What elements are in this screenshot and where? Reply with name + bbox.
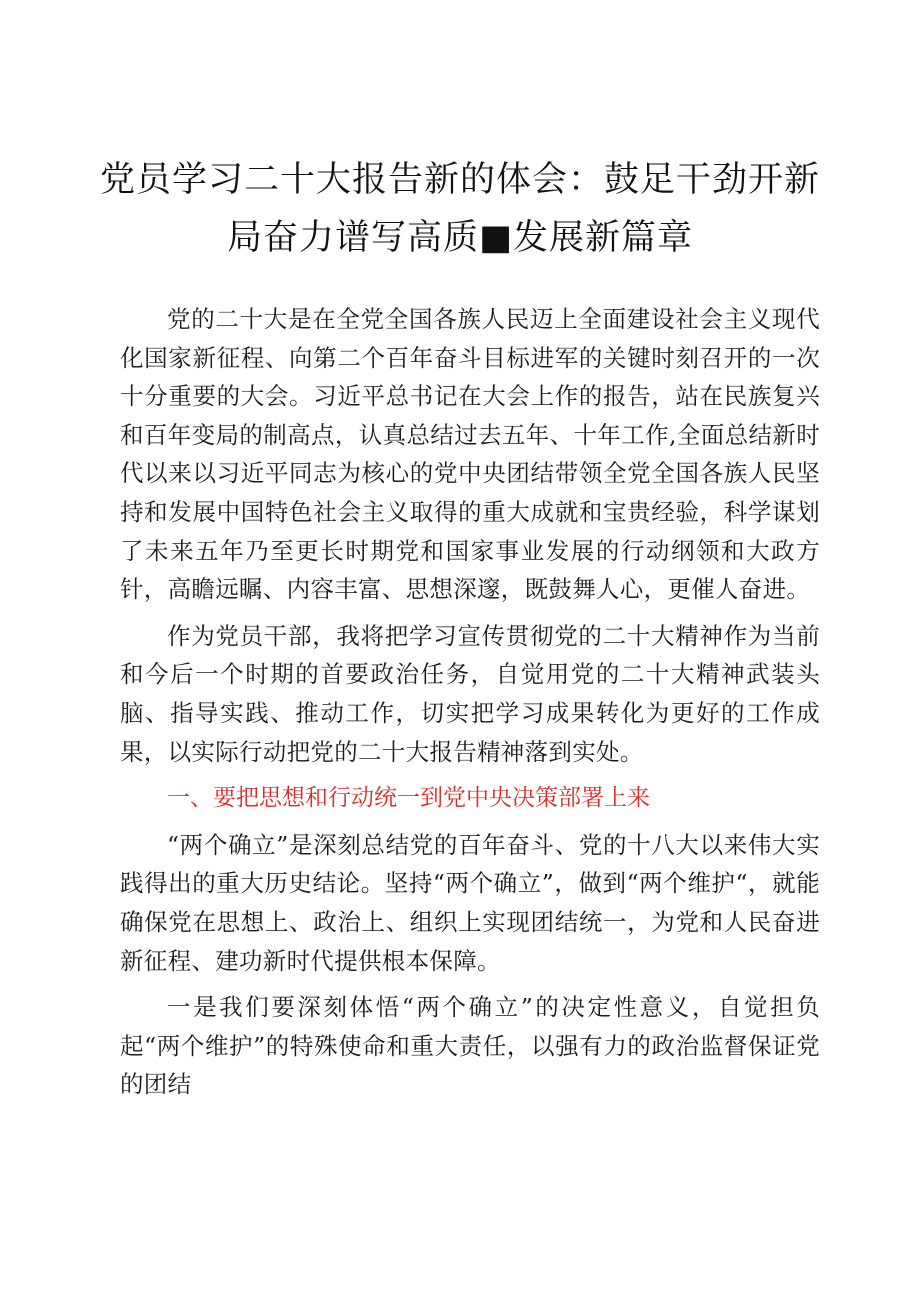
paragraph-first-point: 一是我们要深刻体悟“两个确立”的决定性意义，自觉担负起“两个维护”的特殊使命和重大责任，以强有力的政治监督保证党的团结 <box>120 993 820 1099</box>
document-body <box>120 300 820 1104</box>
paragraph-commitment: 作为党员干部，我将把学习宣传贯彻党的二十大精神作为当前和今后一个时期的首要政治任务，自觉用党的二十大精神武装头脑、指导实践、推动工作，切实把学习成果转化为更好的工作成果，以实际行动把党的二十大报告精神落到实处。 <box>120 621 820 766</box>
title-line-1: 党员学习二十大报告新的体会：鼓足干劲开新 <box>100 160 821 200</box>
title-line-2: 局奋力谱写高质■发展新篇章 <box>226 218 694 258</box>
document-title <box>100 151 820 267</box>
section-heading: 一、要把思想和行动统一到党中央决策部署上来 <box>167 785 650 812</box>
paragraph-two-establishments: “两个确立”是深刻总结党的百年奋斗、党的十八大以来伟大实践得出的重大历史结论。坚持“两个确立”，做到“两个维护“，就能确保党在思想上、政治上、组织上实现团结统一，为党和人民奋进新征程、建功新时代提供根本保障。 <box>120 830 820 975</box>
paragraph-intro: 党的二十大是在全党全国各族人民迈上全面建设社会主义现代化国家新征程、向第二个百年奋斗目标进军的关键时刻召开的一次十分重要的大会。习近平总书记在大会上作的报告，站在民族复兴和百年变局的制高点，认真总结过去五年、十年工作,全面总结新时代以来以习近平同志为核心的党中央团结带领全党全国各族人民坚持和发展中国特色社会主义取得的重大成就和宝贵经验，科学谋划了未来五年乃至更长时期党和国家事业发展的行动纲领和大政方针，高瞻远瞩、内容丰富、思想深邃，既鼓舞人心，更催人奋进。 <box>120 305 820 604</box>
